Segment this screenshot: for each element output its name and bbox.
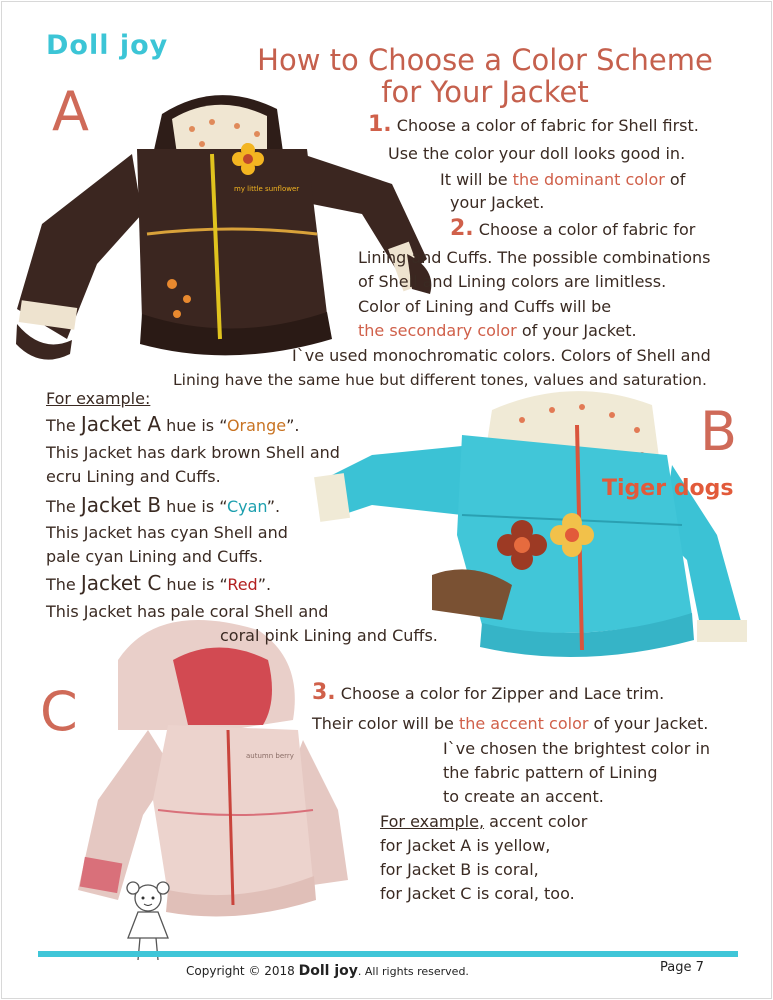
example-a-desc2: ecru Lining and Cuffs.	[46, 467, 221, 486]
example-c-pre: The	[46, 575, 81, 594]
dominant-color-highlight: the dominant color	[512, 170, 665, 189]
example-b-pre: The	[46, 497, 81, 516]
jacket-a-embroidery: my little sunflower	[234, 185, 300, 193]
step1-line4: your Jacket.	[450, 193, 545, 212]
example-b-mid: hue is “	[161, 497, 227, 516]
example-c-desc2: coral pink Lining and Cuffs.	[220, 626, 438, 645]
jacket-b-print: Tiger dogs	[602, 476, 734, 501]
footer-copyright	[186, 963, 469, 979]
step2-line1	[450, 216, 696, 241]
page-number: Page 7	[660, 960, 704, 975]
step3-line1	[312, 680, 665, 705]
example-b-hue: Cyan	[226, 497, 267, 516]
example-b-desc2: pale cyan Lining and Cuffs.	[46, 547, 263, 566]
footer-divider	[38, 951, 738, 957]
example-a-jacket: Jacket A	[80, 412, 162, 436]
step3-example-c: for Jacket C is coral, too.	[380, 884, 575, 903]
step2-line4: Color of Lining and Cuffs will be	[358, 297, 612, 316]
title-line-1: How to Choose a Color Scheme	[257, 43, 713, 77]
step2-line5	[358, 321, 637, 341]
example-a-mid: hue is “	[161, 416, 227, 435]
step3-number: 3.	[312, 680, 336, 705]
step3-line2	[312, 714, 708, 734]
accent-color-highlight: the accent color	[458, 714, 589, 733]
step3-line3: I`ve chosen the brightest color in	[443, 739, 710, 758]
example-a-desc1: This Jacket has dark brown Shell and	[46, 443, 340, 462]
jacket-a-letter: A	[52, 80, 89, 143]
footer-brand: Doll joy	[298, 963, 358, 979]
example-b-end: ”.	[266, 497, 281, 516]
step2-line5-post: of your Jacket.	[516, 321, 637, 340]
step1-line3-pre: It will be	[440, 170, 513, 189]
example-c-title	[46, 573, 271, 595]
examples-heading: For example:	[46, 389, 151, 408]
step2-number: 2.	[450, 216, 474, 241]
example-c-mid: hue is “	[161, 575, 228, 594]
step3-text1: Choose a color for Zipper and Lace trim.	[340, 684, 665, 703]
step2-line7: Lining have the same hue but different tones, values and saturation.	[173, 371, 707, 389]
brand-logo: Doll joy	[46, 30, 169, 61]
example-c-desc1: This Jacket has pale coral Shell and	[46, 602, 329, 621]
example-a-hue: Orange	[226, 416, 287, 435]
example-b-desc1: This Jacket has cyan Shell and	[46, 523, 288, 542]
step3-example-b: for Jacket B is coral,	[380, 860, 539, 879]
step2-line6: I`ve used monochromatic colors. Colors of Shell and	[292, 346, 711, 365]
step3-example-a: for Jacket A is yellow,	[380, 836, 551, 855]
jacket-c-letter: C	[40, 680, 78, 743]
example-c-end: ”.	[257, 575, 272, 594]
footer-copyright-text: Copyright © 2018	[186, 964, 295, 978]
step1-line3	[440, 170, 685, 190]
example-b-title	[46, 495, 280, 517]
step1-line1	[368, 112, 699, 137]
example-b-jacket: Jacket B	[80, 493, 162, 517]
step3-line2-post: of your Jacket.	[588, 714, 709, 733]
step1-line2: Use the color your doll looks good in.	[388, 144, 686, 163]
example-c-jacket: Jacket C	[80, 571, 162, 595]
example-a-title	[46, 414, 299, 436]
step3-line5: to create an accent.	[443, 787, 604, 806]
secondary-color-highlight: the secondary color	[358, 321, 517, 340]
example-a-end: ”.	[286, 416, 300, 435]
step2-line2: Lining and Cuffs. The possible combinations	[358, 248, 711, 267]
step3-example-rest: accent color	[484, 812, 588, 831]
step3-example-heading	[380, 812, 587, 832]
step3-line2-pre: Their color will be	[312, 714, 459, 733]
step1-line3-post: of	[664, 170, 686, 189]
step3-line4: the fabric pattern of Lining	[443, 763, 658, 782]
jacket-b-image	[312, 385, 762, 665]
step3-example-label: For example,	[380, 812, 485, 831]
example-c-hue: Red	[227, 575, 258, 594]
title-line-2: for Your Jacket	[381, 75, 589, 109]
step1-text1: Choose a color of fabric for Shell first.	[396, 116, 699, 135]
jacket-b-letter: B	[700, 400, 738, 463]
step2-text1: Choose a color of fabric for	[478, 220, 696, 239]
step2-line3: of Shell and Lining colors are limitless.	[358, 272, 667, 291]
example-a-pre: The	[46, 416, 81, 435]
step1-number: 1.	[368, 112, 392, 137]
footer-rights: . All rights reserved.	[357, 965, 469, 978]
jacket-c-embroidery: autumn berry	[246, 752, 294, 760]
